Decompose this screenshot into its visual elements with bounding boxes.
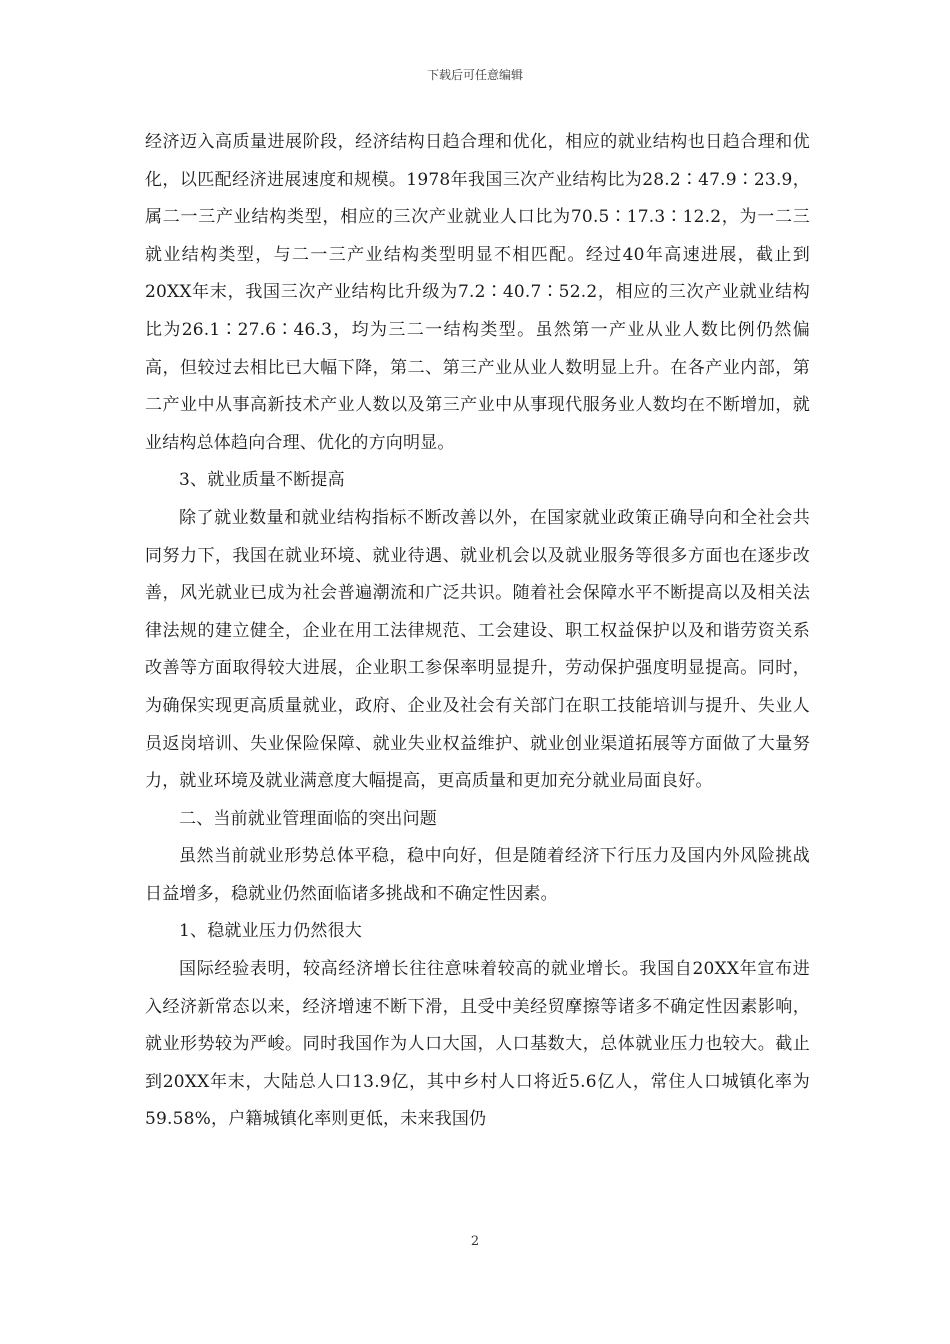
section-heading-employment-pressure: 1、稳就业压力仍然很大 [179,921,363,942]
section-heading-current-problems: 二、当前就业管理面临的突出问题 [179,808,437,829]
page-number: 2 [470,1234,480,1249]
section-heading-employment-quality: 3、就业质量不断提高 [179,470,345,491]
paragraph-continued: 经济迈入高质量进展阶段，经济结构日趋合理和优化，相应的就业结构也日趋合理和优化，以匹配经济进展速度和规模。1978年我国三次产业结构比为28.2∶47.9∶23.9，属二一三产业结构类型，相应的三次产业就业人口比为70.5∶17.3∶12.2，为一二三就业结构类型，与二一三产业结构类型明显不相匹配。经过40年高速进展，截止到20XX年末，我国三次产业结构比升级为7.2∶40.7∶52.2，相应的三次产业就业结构比为26.1∶27.6∶46.3，均为三二一结构类型。虽然第一产业从业人数比例仍然偏高，但较过去相比已大幅下降，第二、第三产业从业人数明显上升。在各产业内部，第二产业中从事高新技术产业人数以及第三产业中从事现代服务业人数均在不断增加，就业结构总体趋向合理、优化的方向明显。 [145,132,810,453]
paragraph: 国际经验表明，较高经济增长往往意味着较高的就业增长。我国自20XX年宣布进入经济新常态以来，经济增速不断下滑，且受中美经贸摩擦等诸多不确定性因素影响，就业形势较为严峻。同时我国作为人口大国，人口基数大，总体就业压力也较大。截止到20XX年末，大陆总人口13.9亿，其中乡村人口将近5.6亿人，常住人口城镇化率为59.58%，户籍城镇化率则更低，未来我国仍 [145,959,810,1130]
document-body [145,124,810,1139]
page-header: 下载后可任意编辑 [426,68,523,82]
paragraph: 除了就业数量和就业结构指标不断改善以外，在国家就业政策正确导向和全社会共同努力下，我国在就业环境、就业待遇、就业机会以及就业服务等很多方面也在逐步改善，风光就业已成为社会普遍潮流和广泛共识。随着社会保障水平不断提高以及相关法律法规的建立健全，企业在用工法律规范、工会建设、职工权益保护以及和谐劳资关系改善等方面取得较大进展，企业职工参保率明显提升，劳动保护强度明显提高。同时，为确保实现更高质量就业，政府、企业及社会有关部门在职工技能培训与提升、失业人员返岗培训、失业保险保障、就业失业权益维护、就业创业渠道拓展等方面做了大量努力，就业环境及就业满意度大幅提高，更高质量和更加充分就业局面良好。 [145,507,810,792]
paragraph: 虽然当前就业形势总体平稳，稳中向好，但是随着经济下行压力及国内外风险挑战日益增多，稳就业仍然面临诸多挑战和不确定性因素。 [145,846,810,904]
